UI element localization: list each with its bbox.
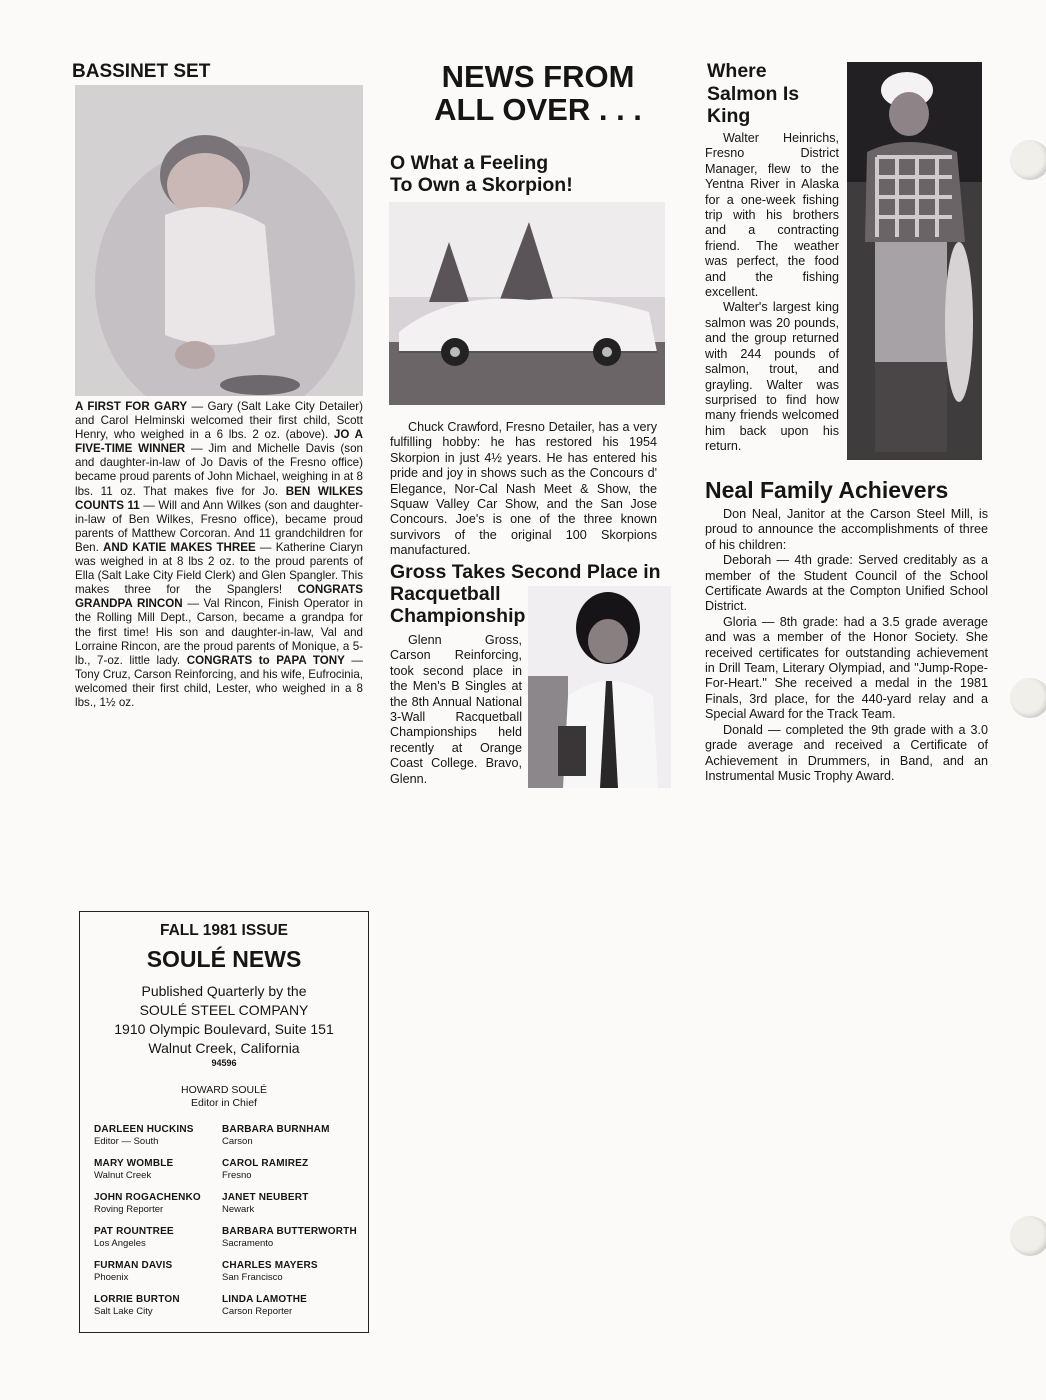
staff-entry: BARBARA BURNHAM Carson [222,1124,330,1147]
staff-entry: LINDA LAMOTHE Carson Reporter [222,1294,307,1317]
news-title-line: ALL OVER . . . [434,92,642,127]
masthead-box [79,911,369,1333]
masthead-issue: FALL 1981 ISSUE [159,922,289,939]
staff-entry: CHARLES MAYERS San Francisco [222,1260,318,1283]
skorpion-title [390,152,573,196]
run-heading: JO A FIVE-TIME WINNER [75,428,363,456]
staff-entry: CAROL RAMIREZ Fresno [222,1158,309,1181]
editor-name: HOWARD SOULÉ [181,1084,267,1096]
staff-entry: JANET NEUBERT Newark [222,1192,309,1215]
gross-title-line: Gross Takes Second Place in [390,561,661,583]
masthead-line: SOULÉ STEEL COMPANY [139,1002,309,1018]
neal-gloria: Gloria — 8th grade: had a 3.5 grade average and was a member of the Honor Society. She received certificates for outstanding achievement in Drill Team, Literary Olympiad, and "Jump-Rope-For-Heart." She received a medal in the 1981 Finals, 3rd place, for the 440-yard relay and a Special Award for the Track Team. [705,614,988,722]
salmon-title-line: Salmon Is [707,82,800,105]
masthead-line: Published Quarterly by the [141,983,307,999]
run-heading: CONGRATS GRANDPA RINCON [75,583,363,611]
staff-entry: DARLEEN HUCKINS Editor — South [94,1124,194,1147]
gross-title-line: Racquetball [390,583,501,605]
staff-list [80,1124,368,1318]
binder-hole [1010,1216,1046,1256]
neal-intro: Don Neal, Janitor at the Carson Steel Mill, is proud to announce the accomplishments of three of his children: [705,507,988,552]
staff-entry: PAT ROUNTREE Los Angeles [94,1226,174,1249]
masthead-line: 1910 Olympic Boulevard, Suite 151 [114,1021,334,1037]
baby-photo [75,85,363,396]
binder-hole [1010,140,1046,180]
racquetball-photo [528,586,671,788]
staff-entry: LORRIE BURTON Salt Lake City [94,1294,180,1317]
staff-entry: FURMAN DAVIS Phoenix [94,1260,173,1283]
skorpion-car-photo [389,202,665,405]
gross-title-line: Championship [390,605,526,627]
salmon-text [705,131,839,455]
skorpion-body: Chuck Crawford, Fresno Detailer, has a very fulfilling hobby: he has restored his 1954 Skorpion in just 4½ years. He has entered his pride and joy in shows such as the Concours d' Elegance, Nor-Cal Nash Meet & Show, the Squaw Valley Car Show, and the San Jose Concours. Joe's is one of the three known survivors of the original 100 Skorpions manufactured. [390,420,657,558]
masthead-line: Walnut Creek, California [148,1040,300,1056]
gross-text [390,633,522,787]
run-text: — Val Rincon, Finish Operator in the Rolling Mill Dept., Carson, became a grandpa for the first time! His son and daughter-in-law, Val and Lorraine Rincon, are the proud parents of Monique, a 5-lb., 7-oz. little lady. [75,597,363,667]
run-text: — Katherine Ciaryn was weighed in at 8 lbs 2 oz. to the proud parents of Ella (Salt Lake City Field Clerk) and Glen Spangler. This makes three for the Spanglers! [75,540,363,597]
salmon-title-line: King [707,105,751,127]
salmon-para: Walter's largest king salmon was 20 pounds, and the group returned with 244 pounds of salmon, trout, and grayling. Walter was surprised to find how many friends welcomed him back upon his return. [705,300,839,454]
salmon-fisherman-photo [847,62,982,460]
editor-role: Editor in Chief [191,1097,257,1109]
masthead-name: SOULÉ NEWS [146,946,302,972]
run-heading: A FIRST FOR GARY [75,400,188,413]
skorpion-text [390,420,657,559]
salmon-title [707,60,799,128]
run-heading: AND KATIE MAKES THREE [103,540,256,554]
run-text: — Gary (Salt Lake City Detailer) and Carol Helminski welcomed their first child, Scott Henry, who weighed in a 6 lbs. 2 oz. (above). [75,400,363,442]
neal-title: Neal Family Achievers [705,477,949,503]
staff-entry: MARY WOMBLE Walnut Creek [94,1158,174,1181]
run-text: — Will and Ann Wilkes (son and daughter-in-law of Ben Wilkes, Fresno office), became proud parents of Matthew Corcoran. And 11 grandchildren for Ben. [75,498,363,554]
neal-donald: Donald — completed the 9th grade with a 3.0 grade average and received a Certificate of Achievement in Drummers, in Band, and an Instrumental Music Trophy Award. [705,722,988,783]
binder-hole [1010,678,1046,718]
neal-text [705,507,988,784]
news-title-line: NEWS FROM [441,59,635,94]
bassinet-text [75,400,363,710]
salmon-para: Walter Heinrichs, Fresno District Manager, flew to the Yentna River in Alaska for a one-week fishing trip with his brothers and a contracting friend. The weather was perfect, the food and the fishing excellent. [705,131,839,300]
bassinet-title: BASSINET SET [72,61,211,82]
staff-entry: BARBARA BUTTERWORTH Sacramento [222,1226,357,1249]
skorpion-title-line: To Own a Skorpion! [390,174,573,196]
gross-body: Glenn Gross, Carson Reinforcing, took second place in the Men's B Singles at the 8th Annual National 3-Wall Racquetball Championships held recently at Orange Coast College. Bravo, Glenn. [390,633,522,786]
salmon-title-line: Where [707,60,767,82]
news-title [388,60,688,126]
staff-entry: JOHN ROGACHENKO Roving Reporter [94,1192,201,1215]
masthead-zip: 94596 [211,1058,237,1068]
run-text: — Jim and Michelle Davis (son and daughter-in-law of Jo Davis of the Fresno office) became proud parents of John Michael, weighing in at 8 lbs. 11 oz. That makes five for Jo. [75,442,363,498]
run-heading: CONGRATS to PAPA TONY [186,653,345,667]
skorpion-title-line: O What a Feeling [390,152,549,174]
run-text: — Tony Cruz, Carson Reinforcing, and his wife, Eufrocinia, welcomed their first child, Lester, who weighed in a 8 lbs., 1½ oz. [75,653,363,709]
neal-deborah: Deborah — 4th grade: Served creditably as a member of the Student Council of the School Certificate Awards at the Compton Unified School District. [705,553,988,614]
run-heading: BEN WILKES COUNTS 11 [75,484,363,512]
